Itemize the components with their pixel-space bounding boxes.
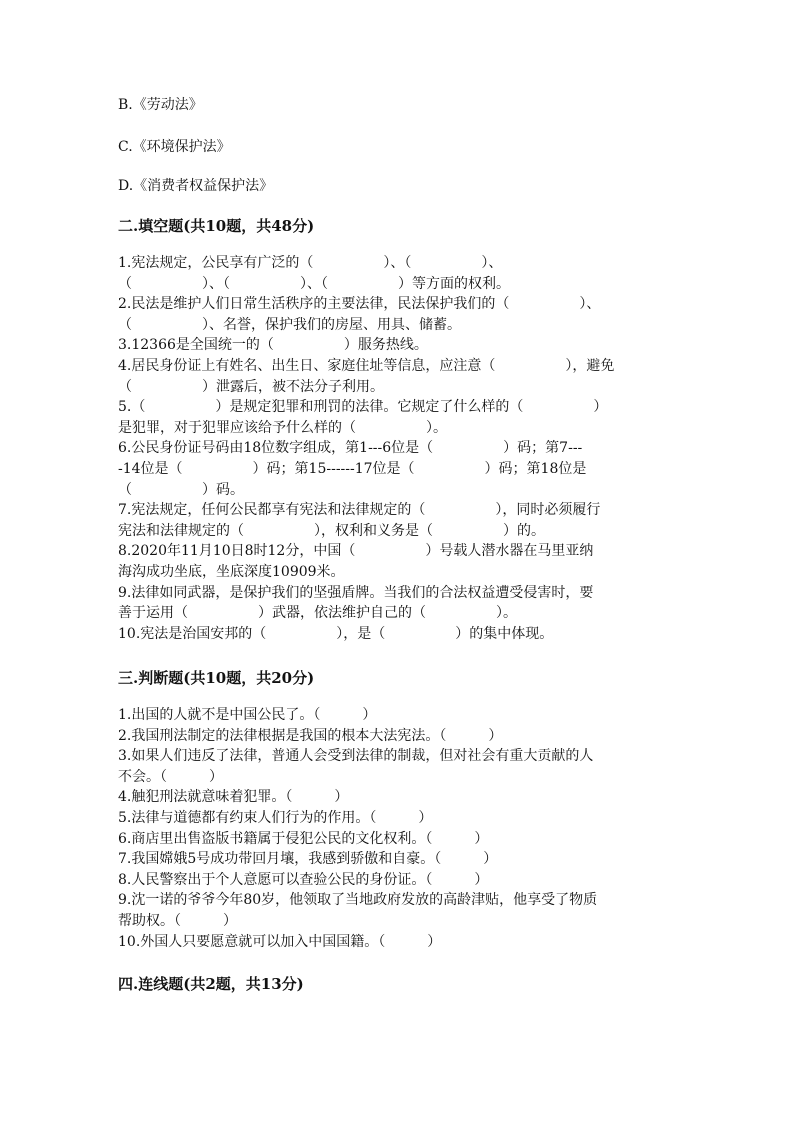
option-b: B.《劳动法》 <box>118 97 203 113</box>
text-line: 9.沈一诺的爷爷今年80岁，他领取了当地政府发放的高龄津贴，他享受了物质 <box>118 892 598 909</box>
true-false-questions <box>118 705 678 952</box>
text-line: 6.商店里出售盗版书籍属于侵犯公民的文化权利。（ ） <box>118 830 489 847</box>
text-line: 5.（ ）是规定犯罪和刑罚的法律。它规定了什么样的（ ） <box>118 399 608 416</box>
text-line: 7.我国嫦娥5号成功带回月壤，我感到骄傲和自豪。（ ） <box>118 851 498 868</box>
option-c: C.《环境保护法》 <box>118 139 231 155</box>
text-line: 帮助权。（ ） <box>118 912 237 929</box>
text-line: 3.如果人们违反了法律，普通人会受到法律的制裁，但对社会有重大贡献的人 <box>118 748 594 765</box>
text-line: 8.2020年11月10日8时12分，中国（ ）号载人潜水器在马里亚纳 <box>118 543 594 560</box>
text-line: 8.人民警察出于个人意愿可以查验公民的身份证。（ ） <box>118 871 489 888</box>
text-line: 善于运用（ ）武器，依法维护自己的（ ）。 <box>118 605 517 622</box>
text-line: 10.宪法是治国安邦的（ ），是（ ）的集中体现。 <box>118 625 554 642</box>
text-line: 海沟成功坐底，坐底深度10909米。 <box>118 563 345 580</box>
option-d: D.《消费者权益保护法》 <box>118 178 274 194</box>
text-line: 10.外国人只要愿意就可以加入中国国籍。（ ） <box>118 933 442 950</box>
fill-blank-questions <box>118 253 678 644</box>
text-line: 6.公民身份证号码由18位数字组成，第1---6位是（ ）码；第7--- <box>118 440 583 457</box>
text-line: 1.出国的人就不是中国公民了。（ ） <box>118 707 377 723</box>
text-line: 2.民法是维护人们日常生活秩序的主要法律，民法保护我们的（ ）、 <box>118 296 601 313</box>
section-true-false-heading: 三.判断题(共10题，共20分) <box>118 669 315 687</box>
text-line: （ ）、（ ）、（ ）等方面的权利。 <box>118 275 510 292</box>
text-line: 宪法和法律规定的（ ），权利和义务是（ ）的。 <box>118 522 545 539</box>
text-line: 4.触犯刑法就意味着犯罪。（ ） <box>118 789 349 806</box>
section-matching-heading: 四.连线题(共2题，共13分) <box>118 975 304 993</box>
section-fill-blank-heading: 二.填空题(共10题，共48分) <box>118 217 315 235</box>
text-line: 1.宪法规定，公民享有广泛的（ ）、（ ）、 <box>118 255 503 271</box>
text-line: 7.宪法规定，任何公民都享有宪法和法律规定的（ ），同时必须履行 <box>118 502 601 519</box>
text-line: （ ）、名誉，保护我们的房屋、用具、储蓄。 <box>118 316 461 333</box>
text-line: 5.法律与道德都有约束人们行为的作用。（ ） <box>118 809 433 826</box>
text-line: 3.12366是全国统一的（ ）服务热线。 <box>118 337 428 354</box>
text-line: 9.法律如同武器，是保护我们的坚强盾牌。当我们的合法权益遭受侵害时，要 <box>118 584 594 601</box>
text-line: 2.我国刑法制定的法律根据是我国的根本大法宪法。（ ） <box>118 727 503 744</box>
text-line: 不会。（ ） <box>118 768 223 785</box>
text-line: 是犯罪，对于犯罪应该给予什么样的（ ）。 <box>118 419 447 436</box>
text-line: -14位是（ ）码；第15------17位是（ ）码；第18位是 <box>118 460 587 477</box>
text-line: （ ）泄露后，被不法分子利用。 <box>118 378 384 395</box>
text-line: 4.居民身份证上有姓名、出生日、家庭住址等信息，应注意（ ），避免 <box>118 357 615 374</box>
text-line: （ ）码。 <box>118 481 244 498</box>
